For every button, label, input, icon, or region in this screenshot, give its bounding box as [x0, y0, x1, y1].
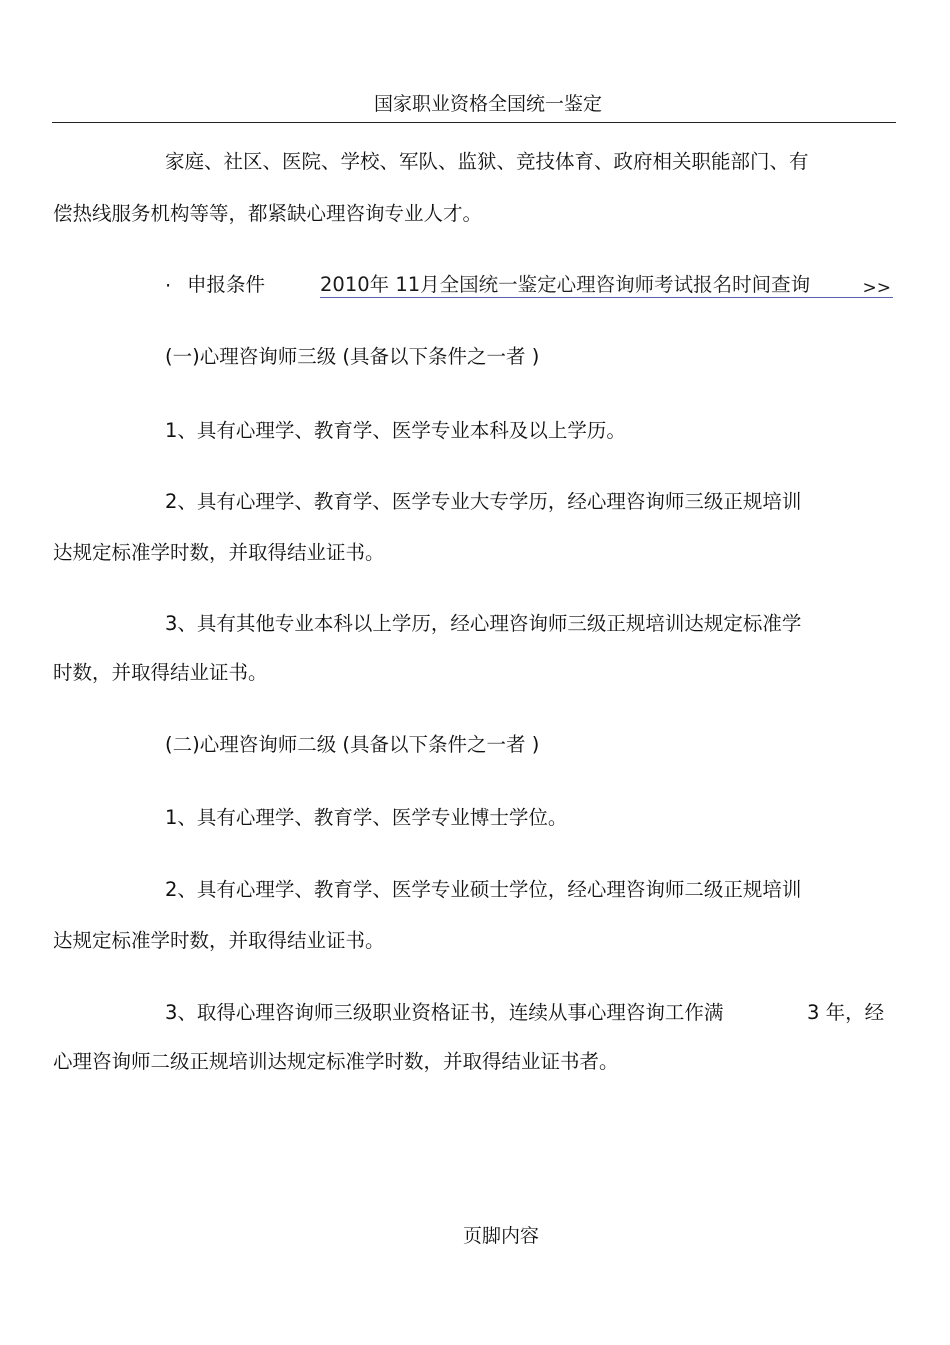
level2-item-3-line-2: 心理咨询师二级正规培训达规定标准学时数，并取得结业证书者。: [53, 1050, 619, 1073]
level3-item-3-line-2: 时数，并取得结业证书。: [53, 661, 268, 684]
level2-heading: (二)心理咨询师二级 (具备以下条件之一者 ): [165, 733, 540, 756]
link-arrow: >>: [862, 278, 891, 298]
level2-item-2-line-2: 达规定标准学时数，并取得结业证书。: [53, 929, 385, 952]
level2-item-2-line-1: 2、具有心理学、教育学、医学专业硕士学位，经心理咨询师二级正规培训: [165, 878, 802, 901]
level2-item-3-line-1a: 3、取得心理咨询师三级职业资格证书，连续从事心理咨询工作满: [165, 1001, 724, 1024]
exam-registration-link[interactable]: [320, 273, 893, 298]
page-header-title: 国家职业资格全国统一鉴定: [374, 93, 603, 115]
apply-conditions-label: 申报条件: [187, 273, 266, 296]
level2-item-3-line-1b: 3 年，经: [807, 1001, 885, 1024]
header-divider: [52, 122, 896, 123]
level3-item-3-line-1: 3、具有其他专业本科以上学历，经心理咨询师三级正规培训达规定标准学: [165, 612, 802, 635]
level3-item-2-line-1: 2、具有心理学、教育学、医学专业大专学历，经心理咨询师三级正规培训: [165, 490, 802, 513]
exam-registration-link-text: 2010年 11月全国统一鉴定心理咨询师考试报名时间查询: [320, 273, 811, 296]
level2-item-1: 1、具有心理学、教育学、医学专业博士学位。: [165, 806, 568, 829]
intro-line-2: 偿热线服务机构等等，都紧缺心理咨询专业人才。: [53, 202, 483, 225]
level3-item-2-line-2: 达规定标准学时数，并取得结业证书。: [53, 541, 385, 564]
level3-item-1: 1、具有心理学、教育学、医学专业本科及以上学历。: [165, 419, 626, 442]
page-footer: 页脚内容: [463, 1225, 540, 1247]
intro-line-1: 家庭、社区、医院、学校、军队、监狱、竞技体育、政府相关职能部门、有: [165, 150, 809, 173]
level3-heading: (一)心理咨询师三级 (具备以下条件之一者 ): [165, 345, 540, 368]
bullet-dot: ·: [165, 274, 172, 297]
